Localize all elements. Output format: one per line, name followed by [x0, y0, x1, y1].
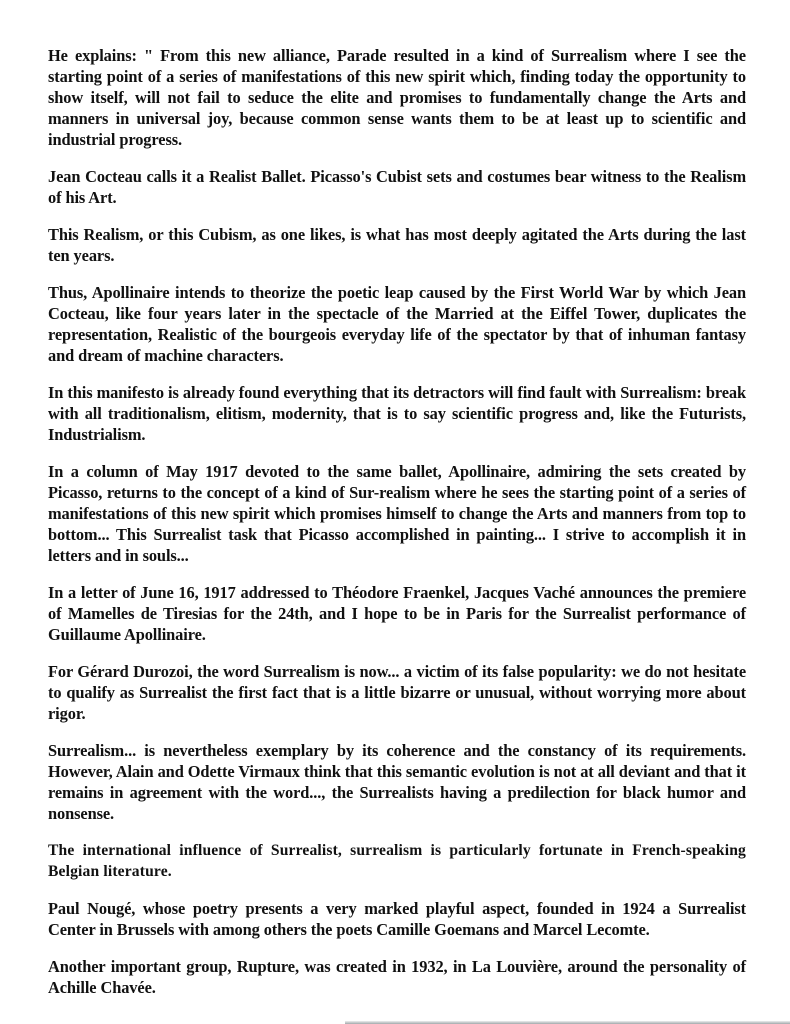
paragraph-realist-ballet: Jean Cocteau calls it a Realist Ballet. Picasso's Cubist sets and costumes bear witness to the Realism of his Art.: [48, 167, 746, 207]
paragraph-rupture-group: Another important group, Rupture, was created in 1932, in La Louvière, around the personality of Achille Chavée.: [48, 957, 746, 997]
paragraph-apollinaire-theory: Thus, Apollinaire intends to theorize the poetic leap caused by the First World War by which Jean Cocteau, like four years later in the spectacle of the Married at the Eiffel Tower, duplicates the representation, Realistic of the bourgeois everyday life of the spectator by that of inhuman fantasy and dream of machine characters.: [48, 283, 746, 365]
paragraph-nouge: Paul Nougé, whose poetry presents a very marked playful aspect, founded in 1924 a Surrealist Center in Brussels with among others the poets Camille Goemans and Marcel Lecomte.: [48, 899, 746, 939]
paragraph-durozoi: For Gérard Durozoi, the word Surrealism is now... a victim of its false popularity: we do not hesitate to qualify as Surrealist the first fact that is a little bizarre or unusual, without worrying more about rigor.: [48, 662, 746, 723]
paragraph-virmaux: Surrealism... is nevertheless exemplary by its coherence and the constancy of its requirements. However, Alain and Odette Virmaux think that this semantic evolution is not at all deviant and that it remains in agreement with the word..., the Surrealists having a predilection for black humor and nonsense.: [48, 741, 746, 823]
paragraph-manifesto: In this manifesto is already found everything that its detractors will find fault with Surrealism: break with all traditionalism, elitism, modernity, that is to say scientific progress and, like the Futurists, Industrialism.: [48, 383, 746, 444]
paragraph-parade-alliance: He explains: " From this new alliance, Parade resulted in a kind of Surrealism where I see the starting point of a series of manifestations of this new spirit which, finding today the opportunity to show itself, will not fail to seduce the elite and promises to fundamentally change the Arts and manners in universal joy, because common sense wants them to be at least up to scientific and industrial progress.: [48, 46, 746, 149]
paragraph-belgian-influence: The international influence of Surrealist, surrealism is particularly fortunate in French-speaking Belgian literature.: [48, 842, 746, 880]
paragraph-realism-cubism: This Realism, or this Cubism, as one likes, is what has most deeply agitated the Arts during the last ten years.: [48, 225, 746, 265]
document-page: [48, 45, 746, 1014]
paragraph-vache-letter: In a letter of June 16, 1917 addressed to Théodore Fraenkel, Jacques Vaché announces the premiere of Mamelles de Tiresias for the 24th, and I hope to be in Paris for the Surrealist performance of Guillaume Apollinaire.: [48, 583, 746, 644]
paragraph-may-1917-column: In a column of May 1917 devoted to the same ballet, Apollinaire, admiring the sets created by Picasso, returns to the concept of a kind of Sur-realism where he sees the starting point of a series of manifestations of this new spirit which promises himself to change the Arts and manners from top to bottom... This Surrealist task that Picasso accomplished in painting... I strive to accomplish it in letters and in souls...: [48, 462, 746, 565]
